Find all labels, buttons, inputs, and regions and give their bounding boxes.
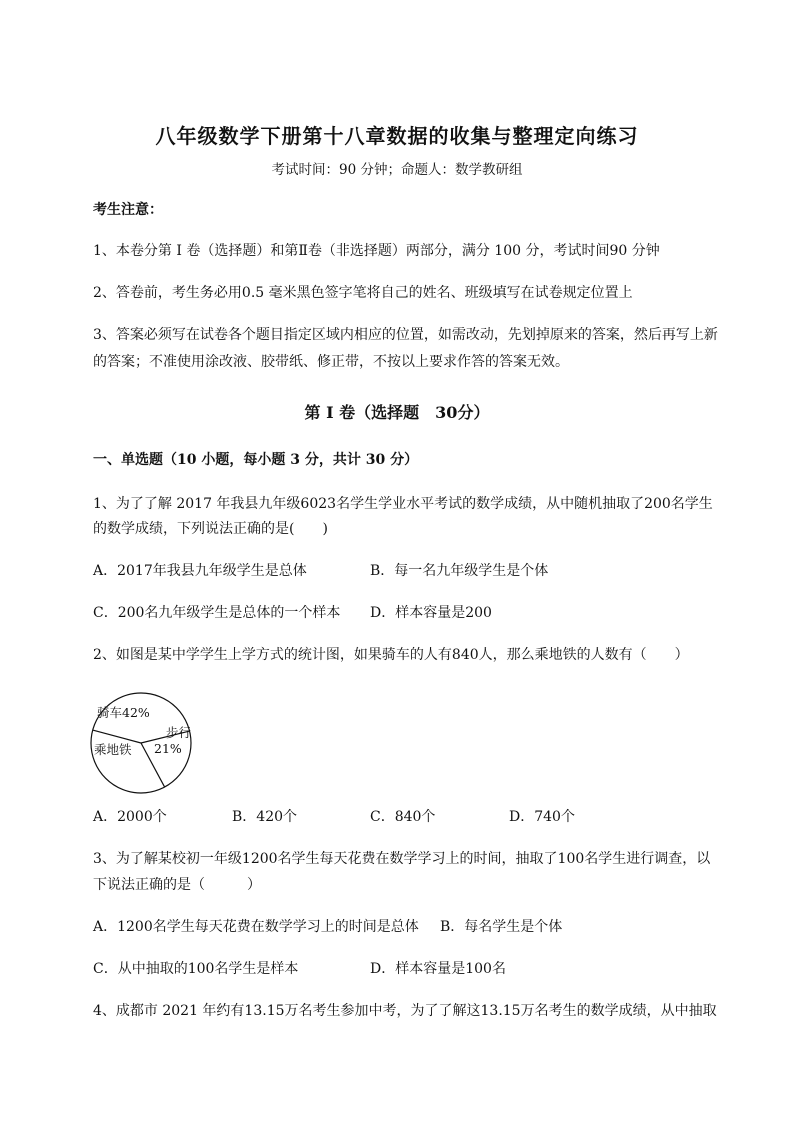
question-1-option-c: C．200名九年级学生是总体的一个样本 — [93, 605, 341, 621]
pie-label-walk-2: 21% — [154, 741, 182, 756]
page-title: 八年级数学下册第十八章数据的收集与整理定向练习 — [155, 124, 639, 148]
question-2-option-c: C．840个 — [370, 809, 436, 825]
section-title: 第 I 卷（选择题 30分） — [304, 403, 490, 422]
pie-label-walk-1: 步行 — [166, 725, 192, 740]
question-3-option-c: C．从中抽取的100名学生是样本 — [93, 961, 299, 977]
question-3-line-1: 3、为了解某校初一年级1200名学生每天花费在数学学习上的时间，抽取了100名学生进行调查，以 — [93, 851, 711, 867]
question-1-option-a: A．2017年我县九年级学生是总体 — [93, 563, 307, 579]
question-2-option-b: B．420个 — [232, 809, 298, 825]
question-3-option-b: B．每名学生是个体 — [440, 919, 563, 935]
question-3-option-d: D．样本容量是100名 — [370, 961, 506, 977]
question-1-option-d: D．样本容量是200 — [370, 605, 492, 621]
question-2-option-d: D．740个 — [509, 809, 575, 825]
question-4-line-1: 4、成都市 2021 年约有13.15万名考生参加中考，为了了解这13.15万名考生的数学成绩，从中抽取 — [93, 1003, 717, 1019]
question-3-option-a: A．1200名学生每天花费在数学学习上的时间是总体 — [93, 919, 419, 935]
commute-pie-chart — [90, 692, 192, 794]
question-2-option-a: A．2000个 — [93, 809, 167, 825]
question-3-line-2: 下说法正确的是（ ） — [93, 877, 261, 893]
part-heading: 一、单选题（10 小题，每小题 3 分，共计 30 分） — [93, 452, 419, 468]
pie-label-subway: 乘地铁 — [94, 742, 132, 757]
question-1-line-1: 1、为了了解 2017 年我县九年级6023名学生学业水平考试的数学成绩，从中随机抽取了200名学生 — [93, 496, 713, 512]
question-1-option-b: B．每一名九年级学生是个体 — [370, 563, 549, 579]
exam-info: 考试时间：90 分钟；命题人：数学教研组 — [271, 162, 523, 178]
notice-item-2: 2、答卷前，考生务必用0.5 毫米黑色签字笔将自己的姓名、班级填写在试卷规定位置上 — [93, 285, 633, 301]
notice-heading: 考生注意： — [93, 202, 163, 218]
notice-item-1: 1、本卷分第 I 卷（选择题）和第Ⅱ卷（非选择题）两部分，满分 100 分，考试时间90 分钟 — [93, 243, 660, 259]
notice-item-3: 3、答案必须写在试卷各个题目指定区域内相应的位置，如需改动，先划掉原来的答案，然后再写上新 — [93, 327, 718, 343]
notice-item-3-cont: 的答案；不准使用涂改液、胶带纸、修正带，不按以上要求作答的答案无效。 — [93, 354, 569, 370]
question-1-line-2: 的数学成绩，下列说法正确的是( ) — [93, 521, 328, 537]
question-2-line-1: 2、如图是某中学学生上学方式的统计图，如果骑车的人有840人，那么乘地铁的人数有（ ） — [93, 647, 689, 663]
pie-label-bike: 骑车42% — [97, 705, 150, 720]
